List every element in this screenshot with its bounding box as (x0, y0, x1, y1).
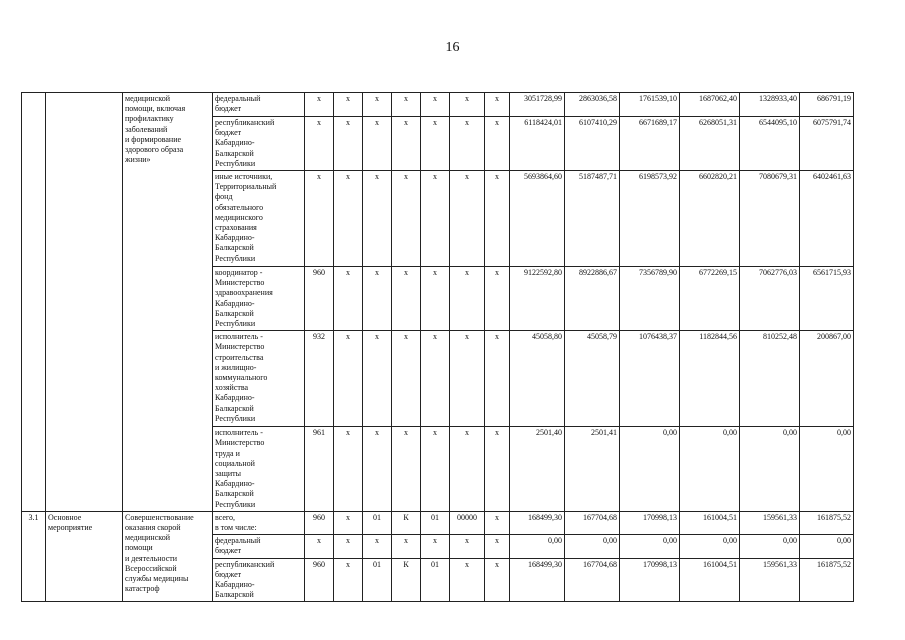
code-cell-text: x (433, 332, 437, 342)
num-cell (22, 93, 46, 512)
code-cell (485, 267, 510, 331)
value-cell-text: 5187487,71 (579, 172, 617, 182)
source-cell-text: иные источники, Территориальный фонд обязательного медицинского страхования Кабардино- Балкарской Республики (215, 172, 277, 263)
value-cell (565, 331, 620, 427)
name-cell (123, 511, 213, 602)
code-cell-text: x (346, 172, 350, 182)
code-cell (392, 511, 421, 534)
code-cell (485, 117, 510, 171)
code-cell-text: x (465, 559, 469, 569)
value-cell (800, 558, 854, 602)
value-cell (620, 511, 680, 534)
table-row (22, 93, 854, 117)
code-cell (363, 535, 392, 558)
value-cell-text: 9122592,80 (524, 268, 562, 278)
value-cell-text: 6075791,74 (813, 118, 851, 127)
code-cell-text: x (375, 428, 379, 438)
value-cell-text: 170998,13 (643, 559, 677, 569)
code-cell-text: x (375, 536, 379, 546)
value-cell-text: 170998,13 (643, 512, 677, 522)
code-cell-text: x (317, 172, 321, 182)
value-cell-text: 6118424,01 (524, 118, 562, 127)
code-cell (363, 427, 392, 512)
code-cell (485, 171, 510, 267)
code-cell (450, 511, 485, 534)
value-cell (740, 558, 800, 602)
value-cell (510, 511, 565, 534)
value-cell (510, 558, 565, 602)
name-cell-text: медицинской помощи, включая профилактику заболеваний и формирование здорового образа жизни» (125, 94, 186, 165)
code-cell (305, 171, 334, 267)
code-cell (334, 427, 363, 512)
value-cell (800, 267, 854, 331)
value-cell (565, 93, 620, 117)
code-cell-text: x (404, 94, 408, 103)
value-cell (565, 511, 620, 534)
value-cell (680, 427, 740, 512)
value-cell (565, 558, 620, 602)
value-cell-text: 2501,40 (536, 428, 562, 438)
value-cell (510, 171, 565, 267)
source-cell (213, 93, 305, 117)
value-cell-text: 45058,79 (587, 332, 617, 342)
value-cell (565, 171, 620, 267)
value-cell (620, 171, 680, 267)
value-cell (740, 93, 800, 117)
value-cell (565, 117, 620, 171)
code-cell (392, 93, 421, 117)
code-cell (334, 93, 363, 117)
value-cell-text: 45058,80 (532, 332, 562, 342)
value-cell-text: 2863036,58 (579, 94, 617, 103)
code-cell (450, 93, 485, 117)
value-cell-text: 0,00 (783, 428, 797, 438)
value-cell (740, 267, 800, 331)
code-cell-text: x (465, 332, 469, 342)
value-cell-text: 0,00 (663, 428, 677, 438)
code-cell-text: x (404, 268, 408, 278)
source-cell (213, 117, 305, 171)
code-cell-text: x (346, 536, 350, 546)
code-cell (485, 93, 510, 117)
source-cell-text: республиканский бюджет Кабардино- Балкарской (215, 559, 275, 600)
code-cell-text: x (346, 118, 350, 127)
code-cell-text: x (465, 428, 469, 438)
value-cell (620, 427, 680, 512)
code-cell-text: x (404, 428, 408, 438)
code-cell-text: x (495, 118, 499, 127)
source-cell-text: всего, в том числе: (215, 512, 257, 533)
value-cell (800, 117, 854, 171)
value-cell (800, 535, 854, 558)
code-cell (305, 93, 334, 117)
code-cell-text: x (346, 559, 350, 569)
value-cell (510, 535, 565, 558)
value-cell-text: 7080679,31 (759, 172, 797, 182)
code-cell-text: x (465, 172, 469, 182)
value-cell-text: 168499,30 (528, 559, 562, 569)
code-cell (450, 427, 485, 512)
code-cell (363, 93, 392, 117)
value-cell (800, 331, 854, 427)
value-cell (740, 535, 800, 558)
code-cell (305, 558, 334, 602)
code-cell-text: 960 (313, 268, 325, 278)
value-cell (680, 267, 740, 331)
value-cell-text: 6544095,10 (759, 118, 797, 127)
code-cell (392, 427, 421, 512)
code-cell-text: x (495, 428, 499, 438)
code-cell (392, 331, 421, 427)
code-cell-text: x (465, 94, 469, 103)
code-cell (334, 558, 363, 602)
value-cell (740, 117, 800, 171)
value-cell-text: 168499,30 (528, 512, 562, 522)
code-cell-text: x (495, 559, 499, 569)
value-cell-text: 0,00 (663, 536, 677, 546)
value-cell-text: 1076438,37 (639, 332, 677, 342)
code-cell (450, 267, 485, 331)
code-cell (421, 427, 450, 512)
value-cell (740, 427, 800, 512)
value-cell (740, 511, 800, 534)
value-cell-text: 161875,52 (817, 559, 851, 569)
code-cell-text: x (346, 428, 350, 438)
code-cell (305, 267, 334, 331)
source-cell (213, 427, 305, 512)
code-cell-text: x (433, 536, 437, 546)
code-cell-text: x (317, 94, 321, 103)
value-cell-text: 167704,68 (583, 512, 617, 522)
page-number: 16 (445, 40, 460, 55)
value-cell (680, 117, 740, 171)
value-cell-text: 7356789,90 (639, 268, 677, 278)
value-cell-text: 686791,19 (817, 94, 851, 103)
code-cell-text: x (495, 512, 499, 522)
code-cell (421, 535, 450, 558)
code-cell (485, 558, 510, 602)
value-cell-text: 1687062,40 (699, 94, 737, 103)
code-cell (485, 427, 510, 512)
value-cell (680, 331, 740, 427)
value-cell (510, 267, 565, 331)
source-cell (213, 331, 305, 427)
code-cell-text: x (433, 428, 437, 438)
value-cell-text: 6602820,21 (699, 172, 737, 182)
code-cell-text: x (346, 268, 350, 278)
budget-table (21, 92, 854, 602)
value-cell-text: 0,00 (723, 536, 737, 546)
code-cell-text: К (403, 559, 409, 569)
code-cell (450, 117, 485, 171)
code-cell (334, 331, 363, 427)
value-cell-text: 0,00 (837, 536, 851, 546)
code-cell (421, 117, 450, 171)
value-cell (800, 427, 854, 512)
code-cell-text: К (403, 512, 409, 522)
source-cell-text: координатор - Министерство здравоохранения Кабардино- Балкарской Республики (215, 268, 273, 329)
code-cell (334, 171, 363, 267)
code-cell (363, 558, 392, 602)
code-cell (392, 267, 421, 331)
code-cell (334, 117, 363, 171)
code-cell (334, 535, 363, 558)
source-cell (213, 535, 305, 558)
value-cell-text: 6268051,31 (699, 118, 737, 127)
code-cell (305, 331, 334, 427)
code-cell-text: x (375, 118, 379, 127)
source-cell-text: федеральный бюджет (215, 94, 261, 114)
code-cell (334, 267, 363, 331)
value-cell-text: 0,00 (603, 536, 617, 546)
value-cell-text: 810252,48 (763, 332, 797, 342)
value-cell-text: 6772269,15 (699, 268, 737, 278)
value-cell (620, 117, 680, 171)
code-cell-text: x (404, 118, 408, 127)
code-cell-text: x (375, 94, 379, 103)
value-cell-text: 2501,41 (591, 428, 617, 438)
value-cell-text: 8922886,67 (579, 268, 617, 278)
value-cell (620, 331, 680, 427)
value-cell-text: 161004,51 (703, 559, 737, 569)
code-cell (450, 171, 485, 267)
code-cell (450, 331, 485, 427)
code-cell (392, 171, 421, 267)
code-cell (421, 171, 450, 267)
code-cell (305, 511, 334, 534)
value-cell-text: 5693864,60 (524, 172, 562, 182)
code-cell-text: x (375, 332, 379, 342)
code-cell-text: x (433, 118, 437, 127)
code-cell-text: x (404, 172, 408, 182)
code-cell-text: 960 (313, 512, 325, 522)
type-cell (46, 93, 123, 512)
num-cell-text: 3.1 (28, 512, 39, 522)
code-cell-text: x (346, 94, 350, 103)
code-cell-text: x (495, 536, 499, 546)
source-cell-text: исполнитель - Министерство строительства и жилищно- коммунального хозяйства Кабардино- Балкарской Республики (215, 332, 268, 423)
code-cell (485, 511, 510, 534)
value-cell (680, 511, 740, 534)
value-cell-text: 1328933,40 (759, 94, 797, 103)
code-cell-text: 960 (313, 559, 325, 569)
code-cell (421, 511, 450, 534)
code-cell-text: x (433, 94, 437, 103)
code-cell-text: x (375, 172, 379, 182)
value-cell-text: 0,00 (723, 428, 737, 438)
code-cell-text: x (495, 172, 499, 182)
code-cell-text: 01 (373, 559, 381, 569)
value-cell-text: 6561715,93 (813, 268, 851, 278)
code-cell (305, 117, 334, 171)
value-cell (620, 558, 680, 602)
value-cell (680, 535, 740, 558)
value-cell (680, 93, 740, 117)
value-cell (620, 267, 680, 331)
code-cell-text: x (465, 536, 469, 546)
code-cell-text: 01 (373, 512, 381, 522)
value-cell-text: 161875,52 (817, 512, 851, 522)
code-cell (392, 535, 421, 558)
value-cell-text: 200867,00 (817, 332, 851, 342)
value-cell-text: 6671689,17 (639, 118, 677, 127)
code-cell-text: x (404, 332, 408, 342)
code-cell (450, 558, 485, 602)
value-cell-text: 1761539,10 (639, 94, 677, 103)
code-cell-text: x (375, 268, 379, 278)
code-cell (421, 331, 450, 427)
type-cell-text: Основное мероприятие (48, 512, 93, 533)
code-cell-text: x (317, 536, 321, 546)
code-cell-text: 01 (431, 559, 439, 569)
code-cell-text: 932 (313, 332, 325, 342)
value-cell (800, 511, 854, 534)
value-cell (740, 331, 800, 427)
code-cell (363, 267, 392, 331)
code-cell-text: x (495, 332, 499, 342)
source-cell-text: республиканский бюджет Кабардино- Балкарской Республики (215, 118, 275, 168)
value-cell (680, 171, 740, 267)
value-cell (620, 93, 680, 117)
value-cell-text: 161004,51 (703, 512, 737, 522)
value-cell-text: 0,00 (837, 428, 851, 438)
value-cell (510, 117, 565, 171)
code-cell (485, 535, 510, 558)
code-cell (305, 427, 334, 512)
value-cell (740, 171, 800, 267)
value-cell (565, 267, 620, 331)
value-cell (800, 171, 854, 267)
code-cell (421, 93, 450, 117)
code-cell (450, 535, 485, 558)
value-cell-text: 1182844,56 (699, 332, 737, 342)
value-cell-text: 159561,33 (763, 559, 797, 569)
code-cell (363, 511, 392, 534)
value-cell-text: 0,00 (548, 536, 562, 546)
source-cell-text: федеральный бюджет (215, 536, 261, 556)
value-cell (620, 535, 680, 558)
code-cell (421, 267, 450, 331)
source-cell (213, 511, 305, 534)
value-cell (680, 558, 740, 602)
num-cell (22, 511, 46, 602)
value-cell-text: 6402461,63 (813, 172, 851, 182)
code-cell-text: 01 (431, 512, 439, 522)
code-cell (363, 117, 392, 171)
type-cell (46, 511, 123, 602)
code-cell-text: x (346, 512, 350, 522)
value-cell-text: 3051728,99 (524, 94, 562, 103)
code-cell-text: x (465, 268, 469, 278)
source-cell (213, 558, 305, 602)
code-cell (363, 331, 392, 427)
code-cell-text: 00000 (457, 512, 477, 522)
code-cell-text: x (495, 94, 499, 103)
code-cell (421, 558, 450, 602)
source-cell (213, 267, 305, 331)
name-cell-text: Совершенствование оказания скорой медицинской помощи и деятельности Всероссийской службы медицины катастроф (125, 512, 194, 594)
value-cell (510, 331, 565, 427)
table-row (22, 511, 854, 534)
value-cell (510, 427, 565, 512)
code-cell (392, 117, 421, 171)
code-cell-text: x (404, 536, 408, 546)
value-cell (565, 427, 620, 512)
value-cell-text: 6107410,29 (579, 118, 617, 127)
value-cell (800, 93, 854, 117)
code-cell-text: x (346, 332, 350, 342)
code-cell-text: x (433, 268, 437, 278)
code-cell (392, 558, 421, 602)
value-cell-text: 0,00 (783, 536, 797, 546)
value-cell-text: 7062776,03 (759, 268, 797, 278)
value-cell (565, 535, 620, 558)
code-cell-text: 961 (313, 428, 325, 438)
code-cell (305, 535, 334, 558)
value-cell-text: 159561,33 (763, 512, 797, 522)
value-cell (510, 93, 565, 117)
code-cell (334, 511, 363, 534)
source-cell-text: исполнитель - Министерство труда и социальной защиты Кабардино- Балкарской Республики (215, 428, 265, 509)
code-cell (485, 331, 510, 427)
value-cell-text: 167704,68 (583, 559, 617, 569)
value-cell-text: 6198573,92 (639, 172, 677, 182)
code-cell-text: x (317, 118, 321, 127)
code-cell (363, 171, 392, 267)
code-cell-text: x (433, 172, 437, 182)
source-cell (213, 171, 305, 267)
code-cell-text: x (495, 268, 499, 278)
name-cell (123, 93, 213, 512)
code-cell-text: x (465, 118, 469, 127)
